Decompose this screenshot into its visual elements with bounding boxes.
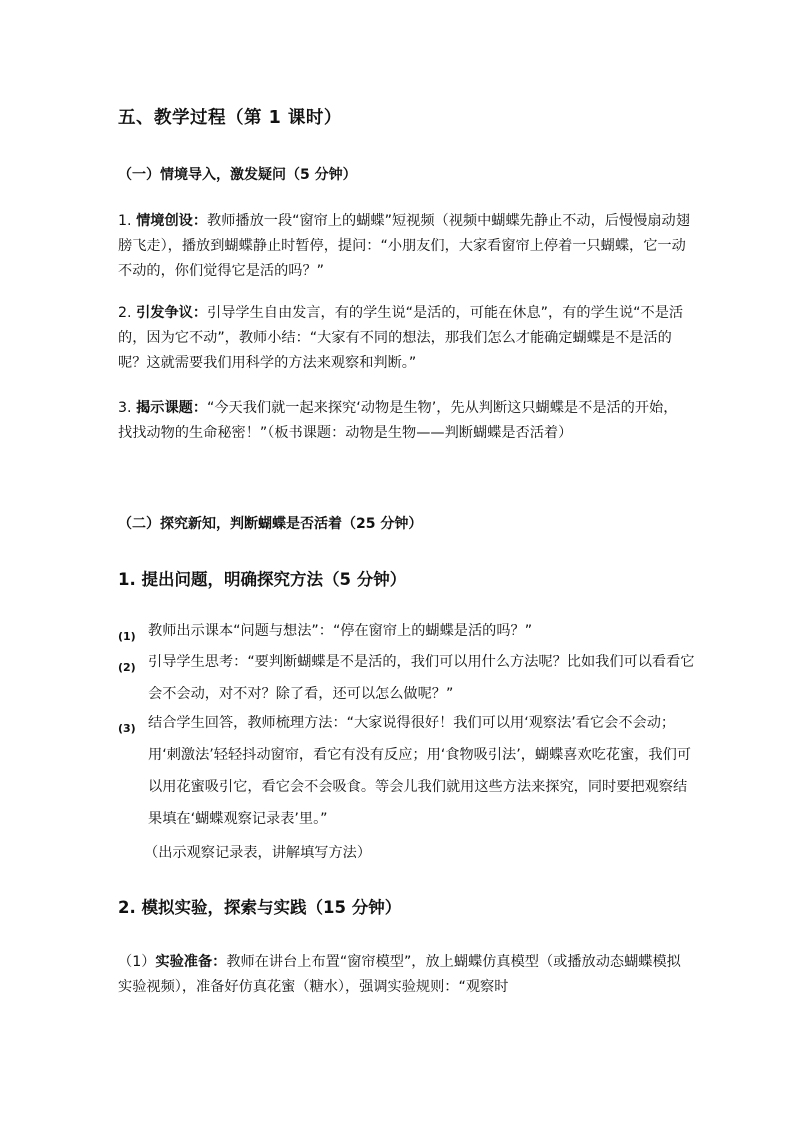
subsection-2-heading: 2. 模拟实验，探索与实践（15 分钟） (118, 898, 402, 917)
section-title: 五、教学过程（第 1 课时） (118, 108, 342, 128)
sub1-item-2: 引导学生思考：“要判断蝴蝶是不是活的，我们可以用什么方法呢？比如我们可以看看它会不会动，对不对？除了看，还可以怎么做呢？” (148, 654, 695, 702)
part2-heading: （二）探究新知，判断蝴蝶是否活着（25 分钟） (118, 516, 423, 532)
part1-item-2 (118, 301, 690, 376)
item-label: 情境创设： (136, 213, 208, 229)
sub1-note: （出示观察记录表，讲解填写方法） (144, 845, 372, 861)
item-number: (3) (118, 722, 136, 735)
part1-item-3 (118, 396, 690, 446)
item-number: 2. (118, 305, 132, 321)
item-number: （1） (118, 954, 156, 970)
item-label: 实验准备： (155, 954, 227, 970)
subsection-1-heading: 1. 提出问题，明确探究方法（5 分钟） (118, 570, 407, 589)
item-number: 1. (118, 213, 132, 229)
item-text: 教师播放一段“窗帘上的蝴蝶”短视频（视频中蝴蝶先静止不动，后慢慢扇动翅膀飞走），播放到蝴蝶静止时暂停，提问：“小朋友们，大家看窗帘上停着一只蝴蝶，它一动不动的，你们觉得它是活的吗？” (118, 213, 690, 279)
item-label: 引发争议： (136, 305, 208, 321)
part1-heading: （一）情境导入，激发疑问（5 分钟） (118, 167, 357, 183)
item-text: “今天我们就一起来探究‘动物是生物’，先从判断这只蝴蝶是不是活的开始，找找动物的生命秘密！”（板书课题：动物是生物——判断蝴蝶是否活着） (118, 400, 678, 441)
sub1-item-1: 教师出示课本“问题与想法”：“停在窗帘上的蝴蝶是活的吗？” (148, 623, 533, 639)
sub2-item-1 (118, 950, 690, 1000)
item-label: 揭示课题： (136, 400, 208, 416)
item-number: (1) (118, 630, 136, 643)
part1-item-1 (118, 209, 690, 284)
sub1-item-3: 结合学生回答，教师梳理方法：“大家说得很好！我们可以用‘观察法’看它会不会动；用‘刺激法’轻轻抖动窗帘，看它有没有反应；用‘食物吸引法’，蝴蝶喜欢吃花蜜，我们可以用花蜜吸引它，看它会不会吸食。等会儿我们就用这些方法来探究，同时要把观察结果填在‘蝴蝶观察记录表’里。” (148, 715, 691, 827)
item-text: 教师在讲台上布置“窗帘模型”，放上蝴蝶仿真模型（或播放动态蝴蝶模拟实验视频），准备好仿真花蜜（糖水），强调实验规则：“观察时 (118, 954, 681, 995)
item-number: (2) (118, 661, 136, 674)
item-number: 3. (118, 400, 132, 416)
item-text: 引导学生自由发言，有的学生说“是活的，可能在休息”，有的学生说“不是活的，因为它不动”，教师小结：“大家有不同的想法，那我们怎么才能确定蝴蝶是不是活的呢？这就需要我们用科学的方法来观察和判断。” (118, 305, 684, 371)
